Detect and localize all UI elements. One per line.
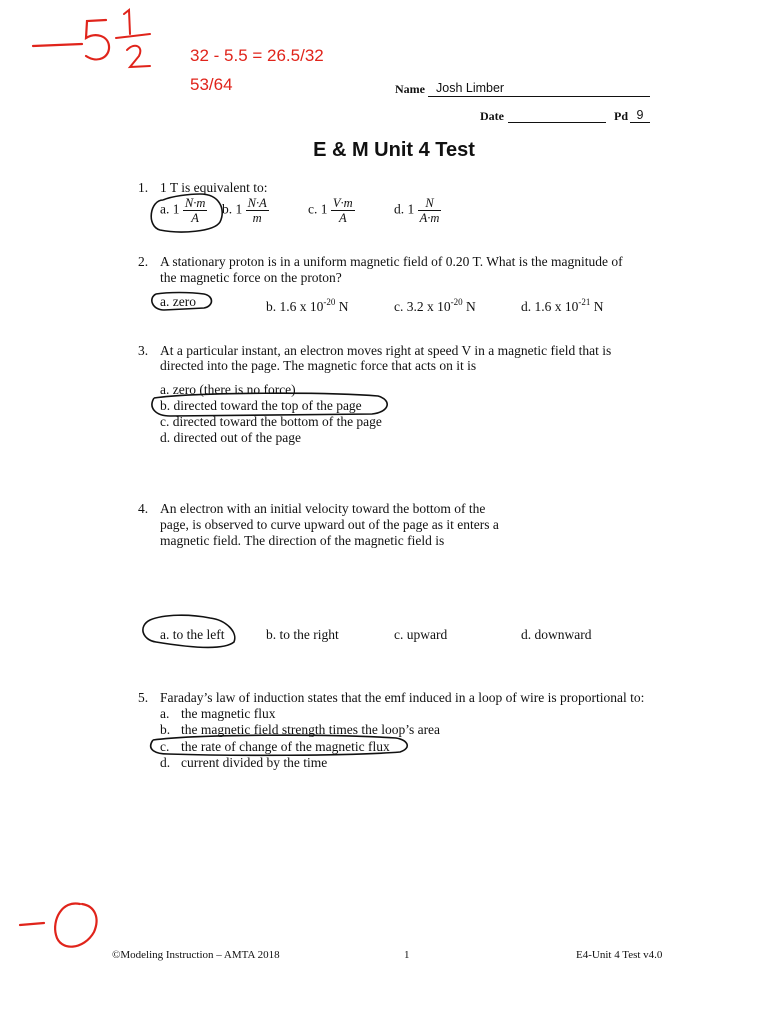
question-5-number: 5. (138, 690, 149, 705)
q4-option-b[interactable]: b. to the right (266, 627, 339, 642)
name-label: Name (395, 82, 425, 96)
question-4-stem-line1: An electron with an initial velocity toward the bottom of the (160, 501, 486, 516)
question-3-number: 3. (138, 343, 149, 358)
pd-label: Pd (614, 109, 629, 123)
pd-field[interactable] (630, 106, 650, 123)
name-value: Josh Limber (436, 81, 505, 95)
q2-option-c[interactable]: c. 3.2 x $10^{-20}$ N (394, 297, 476, 314)
question-4-stem-line2: page, is observed to curve upward out of the page as it enters a (160, 517, 499, 532)
q1-option-b[interactable]: b. 1 $\frac{N\cdot A}{m}$ (222, 196, 267, 225)
name-field[interactable] (428, 80, 650, 97)
q5-option-b[interactable]: b. the magnetic field strength times the loop’s area (160, 722, 441, 737)
q5-option-c[interactable]: c. the rate of change of the magnetic flux (160, 739, 390, 754)
question-4-number: 4. (138, 501, 149, 516)
footer-version: E4-Unit 4 Test v4.0 (576, 949, 663, 961)
q5-option-d[interactable]: d. current divided by the time (160, 755, 328, 770)
footer-copyright: ©Modeling Instruction – AMTA 2018 (112, 949, 280, 961)
q2-option-d[interactable]: d. 1.6 x $10^{-21}$ N (521, 297, 604, 314)
q3-option-b[interactable]: b. directed toward the top of the page (160, 398, 362, 413)
date-field[interactable] (508, 108, 606, 123)
question-1-stem: 1 T is equivalent to: (160, 180, 268, 195)
q3-option-d[interactable]: d. directed out of the page (160, 430, 301, 445)
page-title: E & M Unit 4 Test (313, 139, 475, 161)
grade-fraction: 53/64 (190, 75, 233, 94)
q4-option-c[interactable]: c. upward (394, 627, 448, 642)
question-2-stem-line1: A stationary proton is in a uniform magnetic field of 0.20 T. What is the magnitude of (160, 254, 623, 269)
q2-option-a[interactable]: a. zero (160, 294, 196, 309)
question-2-number: 2. (138, 254, 149, 269)
q1-option-a[interactable]: a. 1 $\frac{N\cdot m}{A}$ (160, 196, 206, 225)
q3-option-a[interactable]: a. zero (there is no force) (160, 382, 296, 397)
q2-option-b[interactable]: b. 1.6 x $10^{-20}$ N (266, 297, 349, 314)
question-1-number: 1. (138, 180, 149, 195)
pd-value: 9 (636, 108, 644, 122)
grade-calculation: 32 - 5.5 = 26.5/32 (190, 46, 324, 65)
question-4-stem-line3: magnetic field. The direction of the magnetic field is (160, 533, 445, 548)
q1-option-d[interactable]: d. 1 $\frac{N}{A\cdot m}$ (394, 196, 440, 225)
question-5-stem: Faraday’s law of induction states that the emf induced in a loop of wire is proportional to: (160, 690, 645, 705)
q4-option-a[interactable]: a. to the left (160, 627, 225, 642)
q5-option-a[interactable]: a. the magnetic flux (160, 706, 276, 721)
question-2-stem-line2: the magnetic force on the proton? (160, 270, 342, 285)
date-label: Date (480, 109, 504, 123)
footer-page-number: 1 (404, 949, 410, 961)
q1-option-c[interactable]: c. 1 $\frac{V\cdot m}{A}$ (308, 196, 353, 225)
q3-option-c[interactable]: c. directed toward the bottom of the page (160, 414, 382, 429)
q4-option-d[interactable]: d. downward (521, 627, 592, 642)
question-3-stem-line1: At a particular instant, an electron moves right at speed V in a magnetic field that is (160, 343, 612, 358)
question-3-stem-line2: directed into the page. The magnetic force that acts on it is (160, 358, 477, 373)
